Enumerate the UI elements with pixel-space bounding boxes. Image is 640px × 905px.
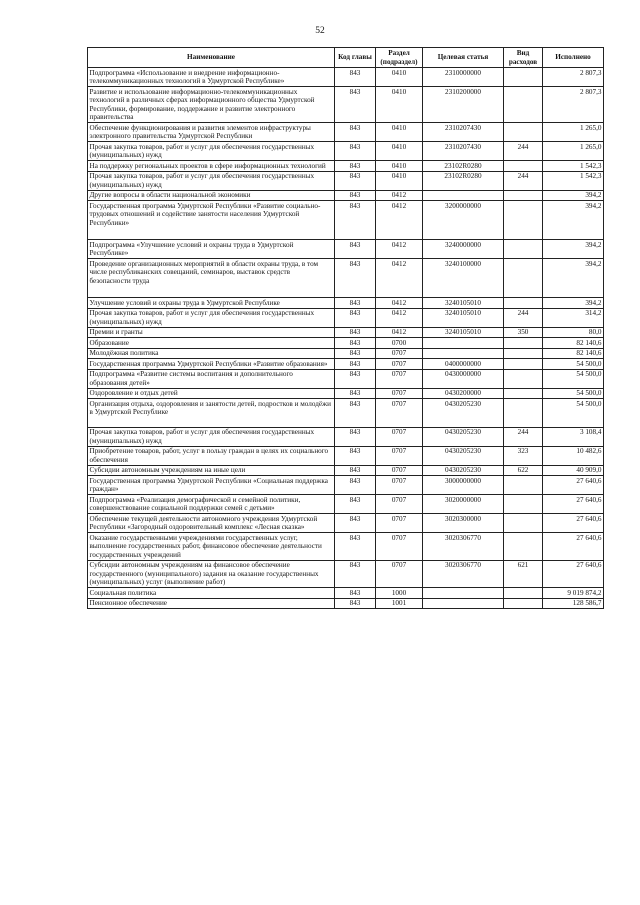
cell-target: 3240105010	[423, 308, 504, 327]
header-executed: Исполнено	[543, 48, 604, 68]
cell-target: 3020300000	[423, 514, 504, 533]
cell-code: 843	[335, 298, 376, 309]
cell-name: Подпрограмма «Использование и внедрение информационно-телекоммуникационных технологий в Удмуртской Республике»	[88, 68, 335, 87]
cell-section: 0700	[376, 338, 423, 349]
cell-executed: 2 807,3	[543, 68, 604, 87]
cell-type	[504, 87, 543, 123]
header-target: Целевая статья	[423, 48, 504, 68]
table-row	[88, 560, 604, 588]
cell-section: 0412	[376, 201, 423, 240]
budget-table	[87, 47, 604, 609]
cell-type	[504, 68, 543, 87]
cell-code: 843	[335, 465, 376, 476]
cell-target: 3240100000	[423, 259, 504, 298]
cell-name: Пенсионное обеспечение	[88, 598, 335, 609]
page-number: 52	[315, 26, 325, 36]
cell-code: 843	[335, 142, 376, 161]
cell-name: Подпрограмма «Развитие системы воспитания и дополнительного образования детей»	[88, 369, 335, 388]
cell-target: 2310200000	[423, 87, 504, 123]
cell-section: 0410	[376, 87, 423, 123]
cell-code: 843	[335, 399, 376, 428]
cell-section: 0412	[376, 298, 423, 309]
cell-code: 843	[335, 348, 376, 359]
cell-target: 3020000000	[423, 495, 504, 514]
cell-type	[504, 533, 543, 561]
cell-executed: 394,2	[543, 201, 604, 240]
table-row	[88, 598, 604, 609]
cell-name: Государственная программа Удмуртской Республики «Социальная поддержка граждан»	[88, 476, 335, 495]
cell-target: 2310207430	[423, 123, 504, 142]
cell-code: 843	[335, 338, 376, 349]
cell-executed: 314,2	[543, 308, 604, 327]
table-row	[88, 171, 604, 190]
cell-type	[504, 240, 543, 259]
cell-target	[423, 190, 504, 201]
cell-section: 0412	[376, 240, 423, 259]
cell-type: 622	[504, 465, 543, 476]
table-row	[88, 161, 604, 172]
cell-code: 843	[335, 598, 376, 609]
cell-type: 244	[504, 142, 543, 161]
cell-executed: 80,0	[543, 327, 604, 338]
cell-target: 2310207430	[423, 142, 504, 161]
cell-section: 0707	[376, 495, 423, 514]
cell-code: 843	[335, 123, 376, 142]
table-row	[88, 259, 604, 298]
table-row	[88, 476, 604, 495]
cell-executed: 27 640,6	[543, 476, 604, 495]
cell-code: 843	[335, 533, 376, 561]
cell-section: 0410	[376, 68, 423, 87]
cell-code: 843	[335, 560, 376, 588]
cell-name: Прочая закупка товаров, работ и услуг для обеспечения государственных (муниципальных) нужд	[88, 171, 335, 190]
cell-target: 0430205230	[423, 446, 504, 465]
cell-section: 0707	[376, 446, 423, 465]
cell-type: 244	[504, 171, 543, 190]
cell-name: Государственная программа Удмуртской Республики «Развитие образования»	[88, 359, 335, 370]
cell-code: 843	[335, 495, 376, 514]
cell-section: 0410	[376, 142, 423, 161]
cell-section: 0707	[376, 514, 423, 533]
cell-executed: 27 640,6	[543, 533, 604, 561]
cell-section: 0707	[376, 359, 423, 370]
cell-executed: 1 542,3	[543, 171, 604, 190]
cell-code: 843	[335, 68, 376, 87]
table-body	[88, 68, 604, 609]
cell-target: 3000000000	[423, 476, 504, 495]
table-row	[88, 465, 604, 476]
cell-type: 621	[504, 560, 543, 588]
cell-executed: 54 500,0	[543, 359, 604, 370]
cell-type	[504, 598, 543, 609]
cell-target: 2310000000	[423, 68, 504, 87]
cell-section: 0410	[376, 123, 423, 142]
cell-name: Оказание государственными учреждениями государственных услуг, выполнение государственных работ, финансовое обеспечение деятельности государственных учреждений	[88, 533, 335, 561]
cell-type	[504, 495, 543, 514]
cell-target: 3240105010	[423, 327, 504, 338]
cell-section: 0707	[376, 465, 423, 476]
cell-executed: 54 500,0	[543, 388, 604, 399]
table-row	[88, 123, 604, 142]
cell-executed: 82 140,6	[543, 338, 604, 349]
cell-code: 843	[335, 171, 376, 190]
cell-type	[504, 588, 543, 599]
cell-section: 0412	[376, 327, 423, 338]
cell-code: 843	[335, 327, 376, 338]
cell-executed: 128 586,7	[543, 598, 604, 609]
cell-code: 843	[335, 161, 376, 172]
cell-section: 0707	[376, 427, 423, 446]
cell-type	[504, 369, 543, 388]
cell-section: 0707	[376, 399, 423, 428]
header-name: Наименование	[88, 48, 335, 68]
cell-code: 843	[335, 446, 376, 465]
cell-target	[423, 598, 504, 609]
cell-name: Другие вопросы в области национальной экономики	[88, 190, 335, 201]
cell-executed: 27 640,6	[543, 560, 604, 588]
cell-section: 0707	[376, 388, 423, 399]
cell-name: На поддержку региональных проектов в сфере информационных технологий	[88, 161, 335, 172]
table-row	[88, 388, 604, 399]
cell-executed: 1 265,0	[543, 142, 604, 161]
cell-target: 23102R0280	[423, 171, 504, 190]
cell-section: 0412	[376, 308, 423, 327]
cell-code: 843	[335, 240, 376, 259]
table-row	[88, 359, 604, 370]
cell-type	[504, 259, 543, 298]
cell-section: 0410	[376, 171, 423, 190]
table-row	[88, 327, 604, 338]
cell-type	[504, 298, 543, 309]
cell-type	[504, 399, 543, 428]
cell-name: Организация отдыха, оздоровления и занятости детей, подростков и молодёжи в Удмуртской Республике	[88, 399, 335, 428]
cell-target: 3020306770	[423, 560, 504, 588]
cell-name: Образование	[88, 338, 335, 349]
table-row	[88, 308, 604, 327]
cell-name: Оздоровление и отдых детей	[88, 388, 335, 399]
cell-type	[504, 190, 543, 201]
cell-section: 0707	[376, 560, 423, 588]
cell-code: 843	[335, 476, 376, 495]
cell-name: Приобретение товаров, работ, услуг в пользу граждан в целях их социального обеспечения	[88, 446, 335, 465]
cell-executed: 394,2	[543, 298, 604, 309]
cell-code: 843	[335, 190, 376, 201]
cell-type: 244	[504, 427, 543, 446]
cell-target: 3240000000	[423, 240, 504, 259]
cell-code: 843	[335, 588, 376, 599]
cell-type: 350	[504, 327, 543, 338]
cell-code: 843	[335, 388, 376, 399]
cell-type	[504, 348, 543, 359]
cell-target	[423, 588, 504, 599]
cell-executed: 54 500,0	[543, 369, 604, 388]
cell-target: 3200000000	[423, 201, 504, 240]
table-row	[88, 588, 604, 599]
cell-type	[504, 123, 543, 142]
table-row	[88, 87, 604, 123]
cell-type	[504, 359, 543, 370]
cell-executed: 40 909,0	[543, 465, 604, 476]
cell-section: 0707	[376, 348, 423, 359]
cell-target: 0430205230	[423, 427, 504, 446]
cell-executed: 394,2	[543, 259, 604, 298]
cell-type	[504, 388, 543, 399]
cell-code: 843	[335, 308, 376, 327]
cell-executed: 9 019 874,2	[543, 588, 604, 599]
table-row	[88, 514, 604, 533]
table-row	[88, 338, 604, 349]
table-row	[88, 190, 604, 201]
table-row	[88, 399, 604, 428]
cell-target	[423, 338, 504, 349]
cell-type: 244	[504, 308, 543, 327]
cell-executed: 54 500,0	[543, 399, 604, 428]
cell-name: Прочая закупка товаров, работ и услуг для обеспечения государственных (муниципальных) нужд	[88, 308, 335, 327]
table-row	[88, 68, 604, 87]
cell-target: 3020306770	[423, 533, 504, 561]
cell-section: 0707	[376, 369, 423, 388]
table-header-row	[88, 48, 604, 68]
cell-type	[504, 476, 543, 495]
header-section: Раздел (подраздел)	[376, 48, 423, 68]
table-row	[88, 348, 604, 359]
cell-executed: 1 265,0	[543, 123, 604, 142]
cell-executed: 82 140,6	[543, 348, 604, 359]
cell-name: Социальная политика	[88, 588, 335, 599]
cell-section: 0412	[376, 190, 423, 201]
table-row	[88, 446, 604, 465]
cell-target	[423, 348, 504, 359]
table-row	[88, 298, 604, 309]
table-row	[88, 240, 604, 259]
cell-target: 3240105010	[423, 298, 504, 309]
cell-name: Обеспечение текущей деятельности автономного учреждения Удмуртской Республики «Загородный оздоровительный комплекс «Лесная сказка»	[88, 514, 335, 533]
cell-name: Премии и гранты	[88, 327, 335, 338]
cell-section: 1000	[376, 588, 423, 599]
cell-target: 23102R0280	[423, 161, 504, 172]
cell-executed: 1 542,3	[543, 161, 604, 172]
cell-name: Государственная программа Удмуртской Республики «Развитие социально-трудовых отношений и содействие занятости населения Удмуртской Республики»	[88, 201, 335, 240]
cell-name: Субсидии автономным учреждениям на финансовое обеспечение государственного (муниципального) задания на оказание государственных (муниципальных) услуг (выполнение работ)	[88, 560, 335, 588]
header-type: Вид расходов	[504, 48, 543, 68]
cell-target: 0400000000	[423, 359, 504, 370]
cell-target: 0430205230	[423, 465, 504, 476]
cell-code: 843	[335, 201, 376, 240]
cell-target: 0430000000	[423, 369, 504, 388]
table-row	[88, 427, 604, 446]
cell-name: Субсидии автономным учреждениям на иные цели	[88, 465, 335, 476]
cell-name: Молодёжная политика	[88, 348, 335, 359]
cell-name: Проведение организационных мероприятий в области охраны труда, в том числе республиканских совещаний, семинаров, выставок средств безопасности труда	[88, 259, 335, 298]
cell-name: Улучшение условий и охраны труда в Удмуртской Республике	[88, 298, 335, 309]
table-row	[88, 369, 604, 388]
cell-target: 0430205230	[423, 399, 504, 428]
cell-code: 843	[335, 359, 376, 370]
cell-section: 0707	[376, 476, 423, 495]
cell-name: Прочая закупка товаров, работ и услуг для обеспечения государственных (муниципальных) нужд	[88, 142, 335, 161]
table-row	[88, 495, 604, 514]
cell-executed: 27 640,6	[543, 514, 604, 533]
cell-code: 843	[335, 514, 376, 533]
cell-code: 843	[335, 369, 376, 388]
cell-executed: 27 640,6	[543, 495, 604, 514]
cell-executed: 10 482,6	[543, 446, 604, 465]
cell-executed: 394,2	[543, 190, 604, 201]
cell-name: Развитие и использование информационно-телекоммуникационных технологий в различных сферах информационного общества Удмуртской Республики, формирование, поддержание и развитие электронного правительства	[88, 87, 335, 123]
cell-name: Обеспечение функционирования и развития элементов инфраструктуры электронного правительства Удмуртской Республики	[88, 123, 335, 142]
cell-executed: 2 807,3	[543, 87, 604, 123]
cell-section: 0412	[376, 259, 423, 298]
cell-type	[504, 201, 543, 240]
cell-code: 843	[335, 87, 376, 123]
cell-type	[504, 338, 543, 349]
table-row	[88, 201, 604, 240]
cell-executed: 394,2	[543, 240, 604, 259]
table-row	[88, 142, 604, 161]
cell-type	[504, 161, 543, 172]
cell-code: 843	[335, 427, 376, 446]
cell-section: 0410	[376, 161, 423, 172]
cell-target: 0430200000	[423, 388, 504, 399]
header-code: Код главы	[335, 48, 376, 68]
cell-section: 0707	[376, 533, 423, 561]
cell-name: Подпрограмма «Улучшение условий и охраны труда в Удмуртской Республике»	[88, 240, 335, 259]
cell-executed: 3 108,4	[543, 427, 604, 446]
cell-section: 1001	[376, 598, 423, 609]
cell-type	[504, 514, 543, 533]
table-row	[88, 533, 604, 561]
cell-code: 843	[335, 259, 376, 298]
cell-name: Прочая закупка товаров, работ и услуг для обеспечения государственных (муниципальных) нужд	[88, 427, 335, 446]
cell-name: Подпрограмма «Реализация демографической и семейной политики, совершенствование социальной поддержки семей с детьми»	[88, 495, 335, 514]
cell-type: 323	[504, 446, 543, 465]
